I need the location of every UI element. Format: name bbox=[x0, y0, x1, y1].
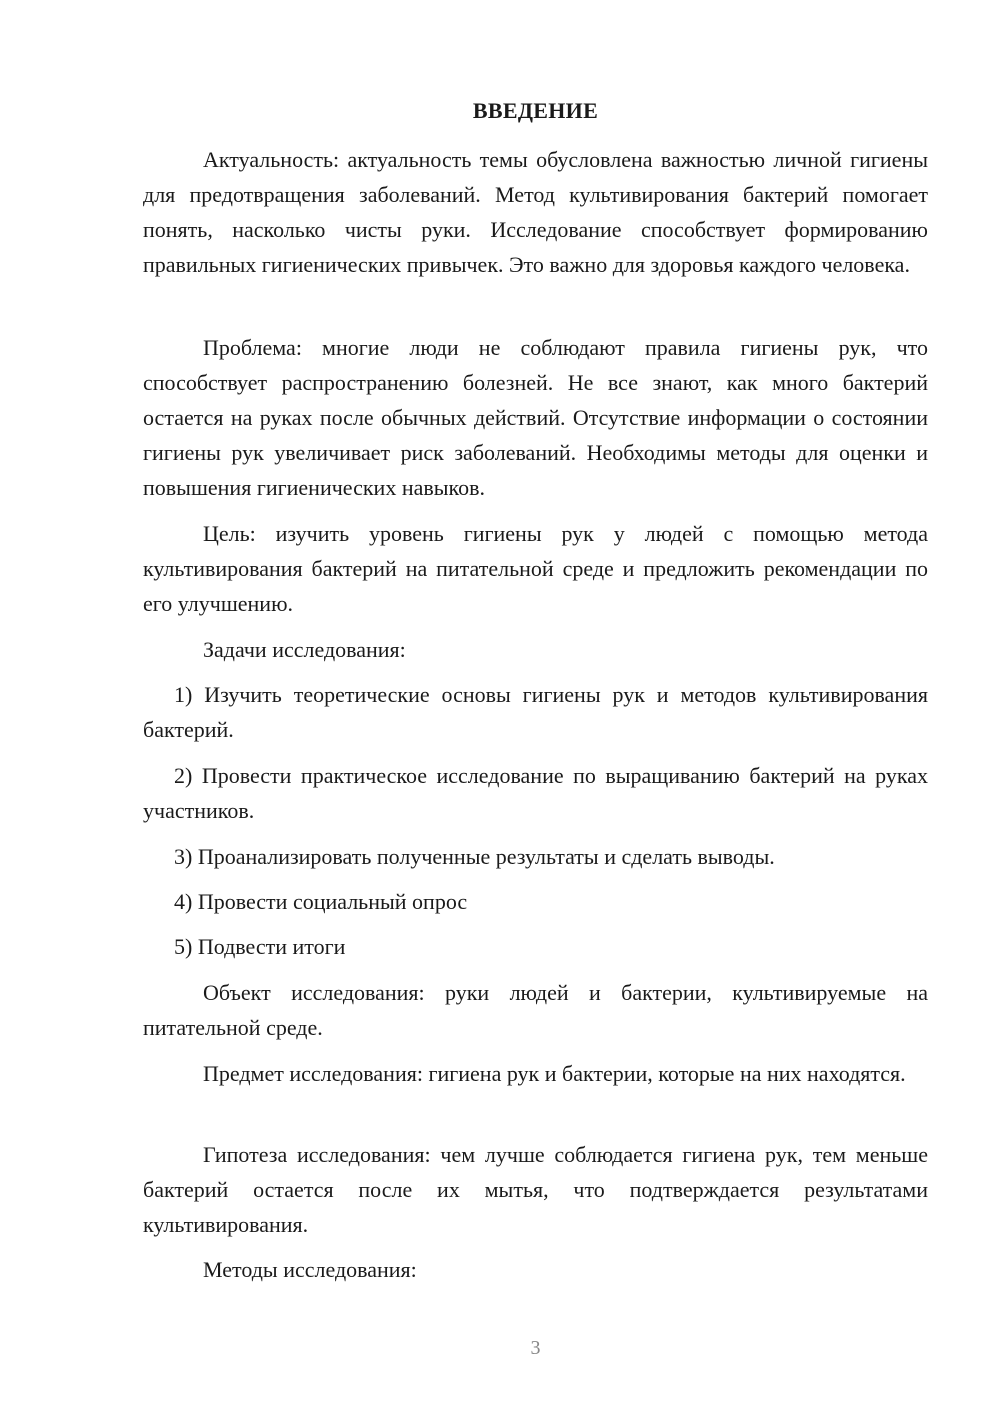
goal-paragraph: Цель: изучить уровень гигиены рук у людей с помощью метода культивирования бактерий на питательной среде и предложить рекомендации по его улучшению. bbox=[143, 521, 928, 616]
task-item-1: 1) Изучить теоретические основы гигиены рук и методов культивирования бактерий. bbox=[143, 682, 928, 742]
task-item-4: 4) Провести социальный опрос bbox=[174, 889, 468, 914]
methods-heading: Методы исследования: bbox=[203, 1257, 417, 1282]
hypothesis-paragraph: Гипотеза исследования: чем лучше соблюдается гигиена рук, тем меньше бактерий остается после их мытья, что подтверждается результатами культивирования. bbox=[143, 1142, 928, 1237]
task-item-5: 5) Подвести итоги bbox=[174, 934, 346, 959]
tasks-heading: Задачи исследования: bbox=[203, 637, 406, 662]
task-item-2: 2) Провести практическое исследование по выращиванию бактерий на руках участников. bbox=[143, 763, 928, 823]
page-number: 3 bbox=[530, 1337, 541, 1359]
relevance-paragraph: Актуальность: актуальность темы обусловлена важностью личной гигиены для предотвращения заболеваний. Метод культивирования бактерий помогает понять, насколько чисты руки. Исследование способствует формированию правильных гигиенических привычек. Это важно для здоровья каждого человека. bbox=[143, 147, 928, 277]
document-page bbox=[143, 0, 928, 1414]
section-title: ВВЕДЕНИЕ bbox=[472, 98, 599, 123]
problem-paragraph: Проблема: многие люди не соблюдают правила гигиены рук, что способствует распространению болезней. Не все знают, как много бактерий остается на руках после обычных действий. Отсутствие информации о состоянии гигиены рук увеличивает риск заболеваний. Необходимы методы для оценки и повышения гигиенических навыков. bbox=[143, 335, 928, 500]
object-paragraph: Объект исследования: руки людей и бактерии, культивируемые на питательной среде. bbox=[143, 980, 928, 1040]
task-item-3: 3) Проанализировать полученные результаты и сделать выводы. bbox=[174, 844, 775, 869]
subject-paragraph: Предмет исследования: гигиена рук и бактерии, которые на них находятся. bbox=[203, 1061, 906, 1086]
